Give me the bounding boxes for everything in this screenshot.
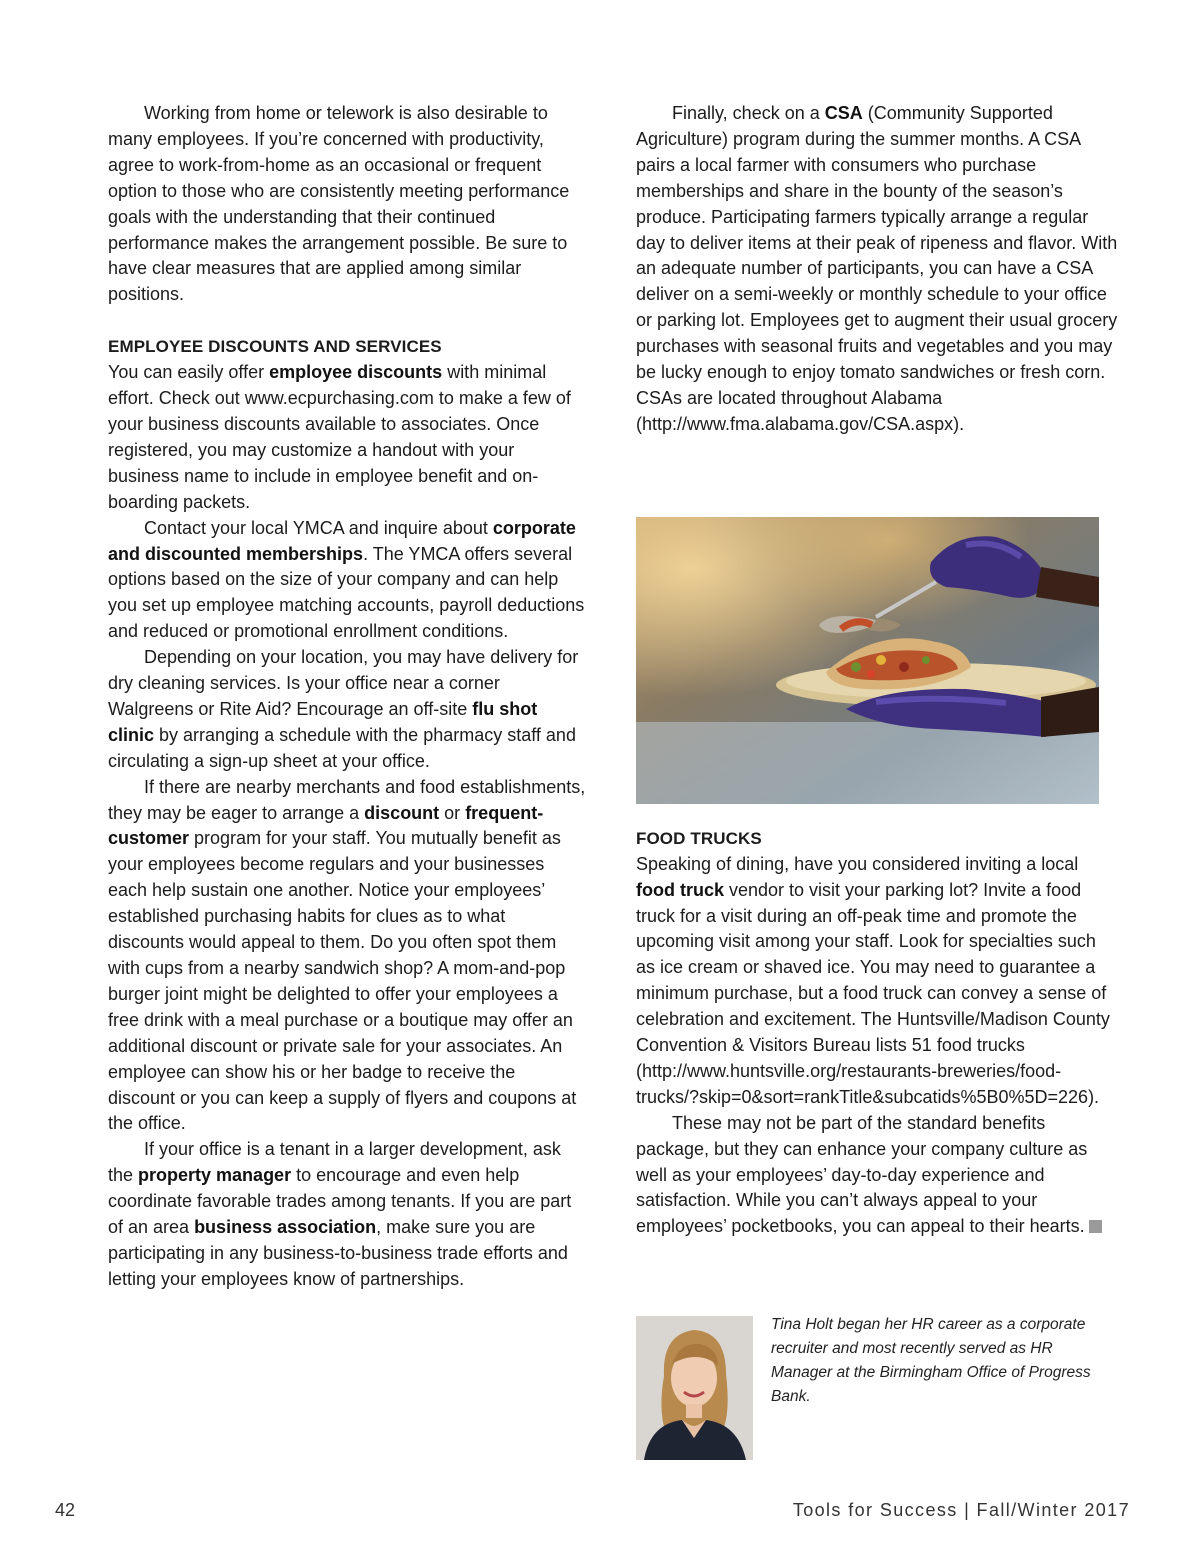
running-title: Tools for Success | Fall/Winter 2017 bbox=[792, 1500, 1130, 1520]
food-trucks-heading: FOOD TRUCKS bbox=[636, 828, 762, 848]
closing-paragraph: These may not be part of the standard benefits package, but they can enhance your company culture as well as your employees’ day-to-day experience and satisfaction. While you can’t always appeal to your employees’ pocketbooks, you can appeal to their hearts. bbox=[636, 1111, 1118, 1241]
author-photo bbox=[636, 1316, 753, 1460]
employee-discounts-paragraph: You can easily offer employee discounts with minimal effort. Check out www.ecpurchasing.com to make a few of your business discounts available to associates. Once registered, you may customize a handout with your business name to include in employee benefit and on-boarding packets. bbox=[108, 362, 571, 512]
merchant-discounts-paragraph: If there are nearby merchants and food establishments, they may be eager to arrange a discount or frequent-customer program for your staff. You mutually benefit as your employees become regulars and your businesses each help sustain one another. Notice your employees’ established purchasing habits for clues as to what discounts would appeal to them. Do you often spot them with cups from a nearby sandwich shop? A mom-and-pop burger joint might be delighted to offer your employees a free drink with a meal purchase or a boutique may offer an additional discount or private sale for your associates. An employee can show his or her badge to receive the discount or you can keep a supply of flyers and coupons at the office. bbox=[108, 776, 586, 1134]
csa-paragraph: Finally, check on a CSA (Community Supported Agriculture) program during the summer months. A CSA pairs a local farmer with consumers who purchase memberships and share in the bounty of the season’s produce. Participating farmers typically arrange a regular day to deliver items at their peak of ripeness and flavor. With an adequate number of participants, you can have a CSA deliver on a semi-weekly or monthly schedule to your office or parking lot. Employees get to augment their usual grocery purchases with seasonal fruits and vegetables and you may be lucky enough to enjoy tomato sandwiches or fresh corn. CSAs are located throughout Alabama (http://www.fma.alabama.gov/CSA.aspx). bbox=[636, 103, 1118, 434]
author-bio: Tina Holt began her HR career as a corporate recruiter and most recently served as HR Manager at the Birmingham Office of Progress Bank. bbox=[771, 1316, 1091, 1405]
end-mark-icon bbox=[1089, 1220, 1102, 1233]
left-column bbox=[108, 101, 586, 1293]
telework-paragraph: Working from home or telework is also desirable to many employees. If you’re concerned with productivity, agree to work-from-home as an occasional or frequent option to those who are consistently meeting performance goals with the understanding that their continued performance makes the arrangement possible. Be sure to have clear measures that are applied among similar positions. bbox=[108, 103, 570, 305]
property-manager-paragraph: If your office is a tenant in a larger development, ask the property manager to encourage and even help coordinate favorable trades among tenants. If you are part of an area business association, make sure you are participating in any business-to-business trade efforts and letting your employees know of partnerships. bbox=[108, 1139, 572, 1289]
employee-discounts-heading: EMPLOYEE DISCOUNTS AND SERVICES bbox=[108, 337, 442, 357]
flu-shot-paragraph: Depending on your location, you may have delivery for dry cleaning services. Is your office near a corner Walgreens or Rite Aid? Encourage an off-site flu shot clinic by arranging a schedule with the pharmacy staff and circulating a sign-up sheet at your office. bbox=[108, 647, 579, 771]
food-serving-photo bbox=[636, 517, 1099, 804]
ymca-paragraph: Contact your local YMCA and inquire about corporate and discounted memberships. The YMCA offers several options based on the size of your company and can help you set up employee matching accounts, payroll deductions and reduced or promotional enrollment conditions. bbox=[108, 517, 585, 642]
food-trucks-paragraph: Speaking of dining, have you considered inviting a local food truck vendor to visit your parking lot? Invite a food truck for a visit during an off-peak time and promote the upcoming visit among your staff. Look for specialties such as ice cream or shaved ice. You may need to guarantee a minimum purchase, but a food truck can convey a sense of celebration and excitement. The Huntsville/Madison County Convention & Visitors Bureau lists 51 food trucks (http://www.huntsville.org/restaurants-breweries/food-trucks/?skip=0&sort=rankTitle&subcatids%5B0%5D=226). bbox=[636, 853, 1110, 1107]
page-number: 42 bbox=[55, 1500, 76, 1520]
